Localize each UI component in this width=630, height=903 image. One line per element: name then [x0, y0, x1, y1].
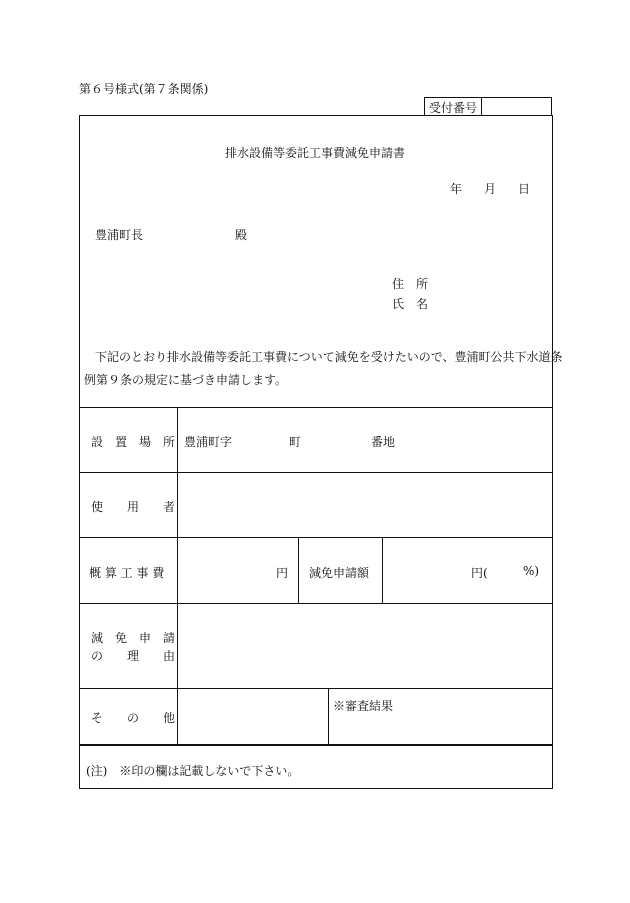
date-year: 年 [450, 182, 463, 196]
cost-label: 概 算 工 事 費 [89, 566, 165, 580]
date-day: 日 [518, 182, 531, 196]
review-result-label: ※審査結果 [333, 699, 394, 713]
reduction-percent: %) [523, 564, 540, 578]
body-text-line1: 下記のとおり排水設備等委託工事費について減免を受けたいので、豊浦町公共下水道条 [95, 350, 563, 364]
form-number: 第６号様式(第７条関係) [79, 82, 209, 96]
form-title: 排水設備等委託工事費減免申請書 [224, 146, 405, 160]
reason-label-line1: 減 免 申 請 [91, 631, 176, 645]
reason-label-line2: の 理 由 [91, 649, 176, 663]
addressee-honorific: 殿 [235, 228, 248, 242]
date-month: 月 [484, 182, 497, 196]
applicant-name-label: 氏 名 [392, 297, 429, 311]
addressee-name: 豊浦町長 [95, 228, 144, 242]
other-label: そ の 他 [91, 711, 176, 725]
reduction-unit: 円( [471, 566, 488, 580]
location-prefix: 豊浦町字 [184, 435, 233, 449]
reduction-label: 減免申請額 [309, 566, 370, 580]
location-lot: 番地 [371, 435, 396, 449]
body-text-line2: 例第９条の規定に基づき申請します。 [84, 373, 288, 387]
location-label: 設 置 場 所 [91, 435, 176, 449]
receipt-box [424, 97, 552, 115]
user-label: 使 用 者 [91, 500, 176, 514]
location-town: 町 [289, 435, 302, 449]
cost-unit: 円 [276, 566, 289, 580]
receipt-label: 受付番号 [429, 101, 478, 115]
applicant-address-label: 住 所 [392, 277, 429, 291]
note-text: (注) ※印の欄は記載しないで下さい。 [86, 764, 300, 778]
